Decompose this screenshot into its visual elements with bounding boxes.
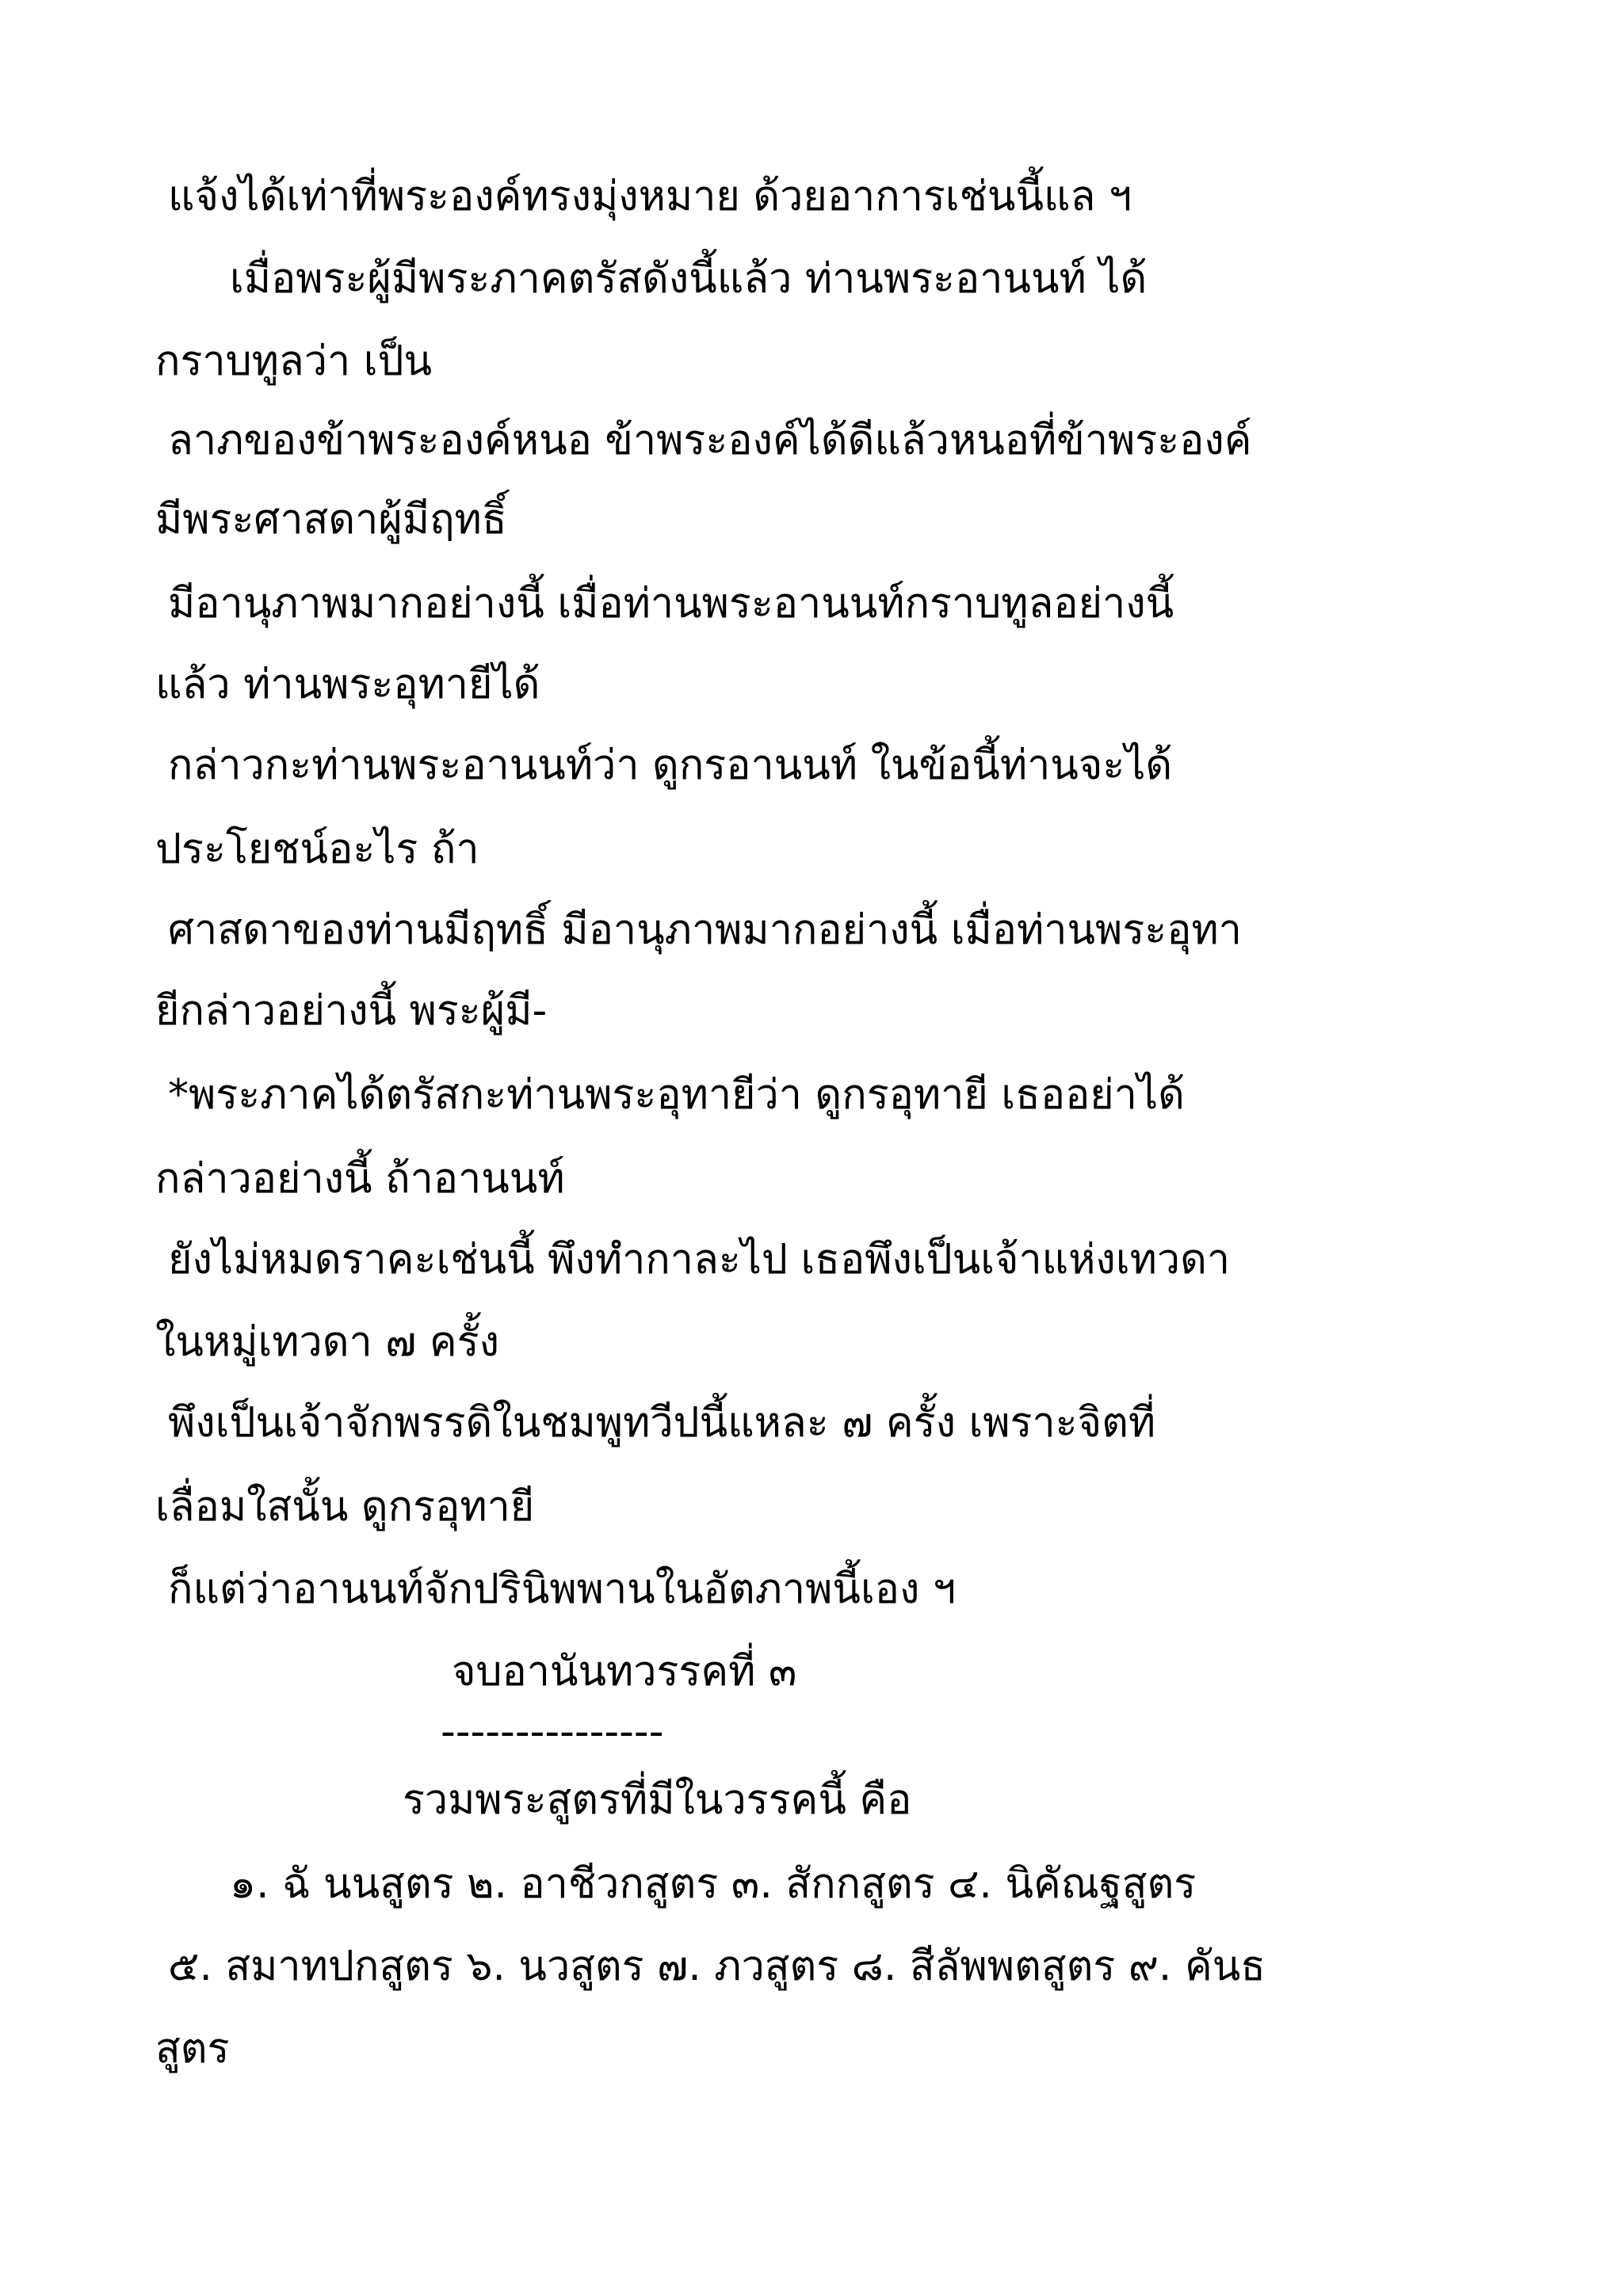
body-text-line: เลื่อมใสนั้น ดูกรอุทายี	[155, 1483, 535, 1531]
body-text-line: กล่าวกะท่านพระอานนท์ว่า ดูกรอานนท์ ในข้อนี้ท่านจะได้	[168, 742, 1173, 789]
body-text-line: *พระภาคได้ตรัสกะท่านพระอุทายีว่า ดูกรอุทายี เธออย่าได้	[168, 1071, 1185, 1119]
body-text-line: ในหมู่เทวดา ๗ ครั้ง	[155, 1318, 499, 1366]
sutta-list-line: ๑. ฉั นนสูตร ๒. อาชีวกสูตร ๓. สักกสูตร ๔. นิคัณฐสูตร	[230, 1860, 1197, 1908]
body-text-line: พึงเป็นเจ้าจักพรรดิในชมพูทวีปนี้แหละ ๗ ครั้ง เพราะจิตที่	[168, 1399, 1156, 1447]
body-text-line: แจ้งได้เท่าที่พระองค์ทรงมุ่งหมาย ด้วยอาการเช่นนี้แล ฯ	[168, 173, 1132, 220]
sutta-list-line: ๕. สมาทปกสูตร ๖. นวสูตร ๗. ภวสูตร ๘. สีลัพพตสูตร ๙. คันธ	[168, 1943, 1266, 1990]
body-text-line: ยังไม่หมดราคะเช่นนี้ พึงทำกาละไป เธอพึงเป็นเจ้าแห่งเทวดา	[168, 1236, 1231, 1283]
body-text-line: ประโยชน์อะไร ถ้า	[155, 826, 479, 873]
body-text-line: แล้ว ท่านพระอุทายีได้	[155, 661, 540, 708]
sutta-list-line: สูตร	[155, 2025, 230, 2073]
body-text-line: มีอานุภาพมากอย่างนี้ เมื่อท่านพระอานนท์กราบทูลอย่างนี้	[168, 580, 1174, 627]
body-text-line: ลาภของข้าพระองค์หนอ ข้าพระองค์ได้ดีแล้วหนอที่ข้าพระองค์	[168, 417, 1252, 464]
body-text-line: ยีกล่าวอย่างนี้ พระผู้มี-	[155, 987, 548, 1035]
chapter-end-heading: จบอานันทวรรคที่ ๓	[452, 1648, 797, 1695]
body-text-line: กล่าวอย่างนี้ ถ้าอานนท์	[155, 1155, 565, 1203]
summary-heading: รวมพระสูตรที่มีในวรรคนี้ คือ	[403, 1776, 912, 1824]
body-text-line: ศาสดาของท่านมีฤทธิ์ มีอานุภาพมากอย่างนี้ เมื่อท่านพระอุทา	[168, 906, 1242, 954]
body-text-line: มีพระศาสดาผู้มีฤทธิ์	[155, 496, 507, 543]
body-text-line: เมื่อพระผู้มีพระภาคตรัสดังนี้แล้ว ท่านพระอานนท์ ได้	[230, 255, 1148, 303]
body-text-line: กราบทูลว่า เป็น	[155, 338, 433, 385]
section-divider: ---------------	[441, 1708, 664, 1756]
body-text-line: ก็แต่ว่าอานนท์จักปรินิพพานในอัตภาพนี้เอง ฯ	[168, 1566, 957, 1613]
